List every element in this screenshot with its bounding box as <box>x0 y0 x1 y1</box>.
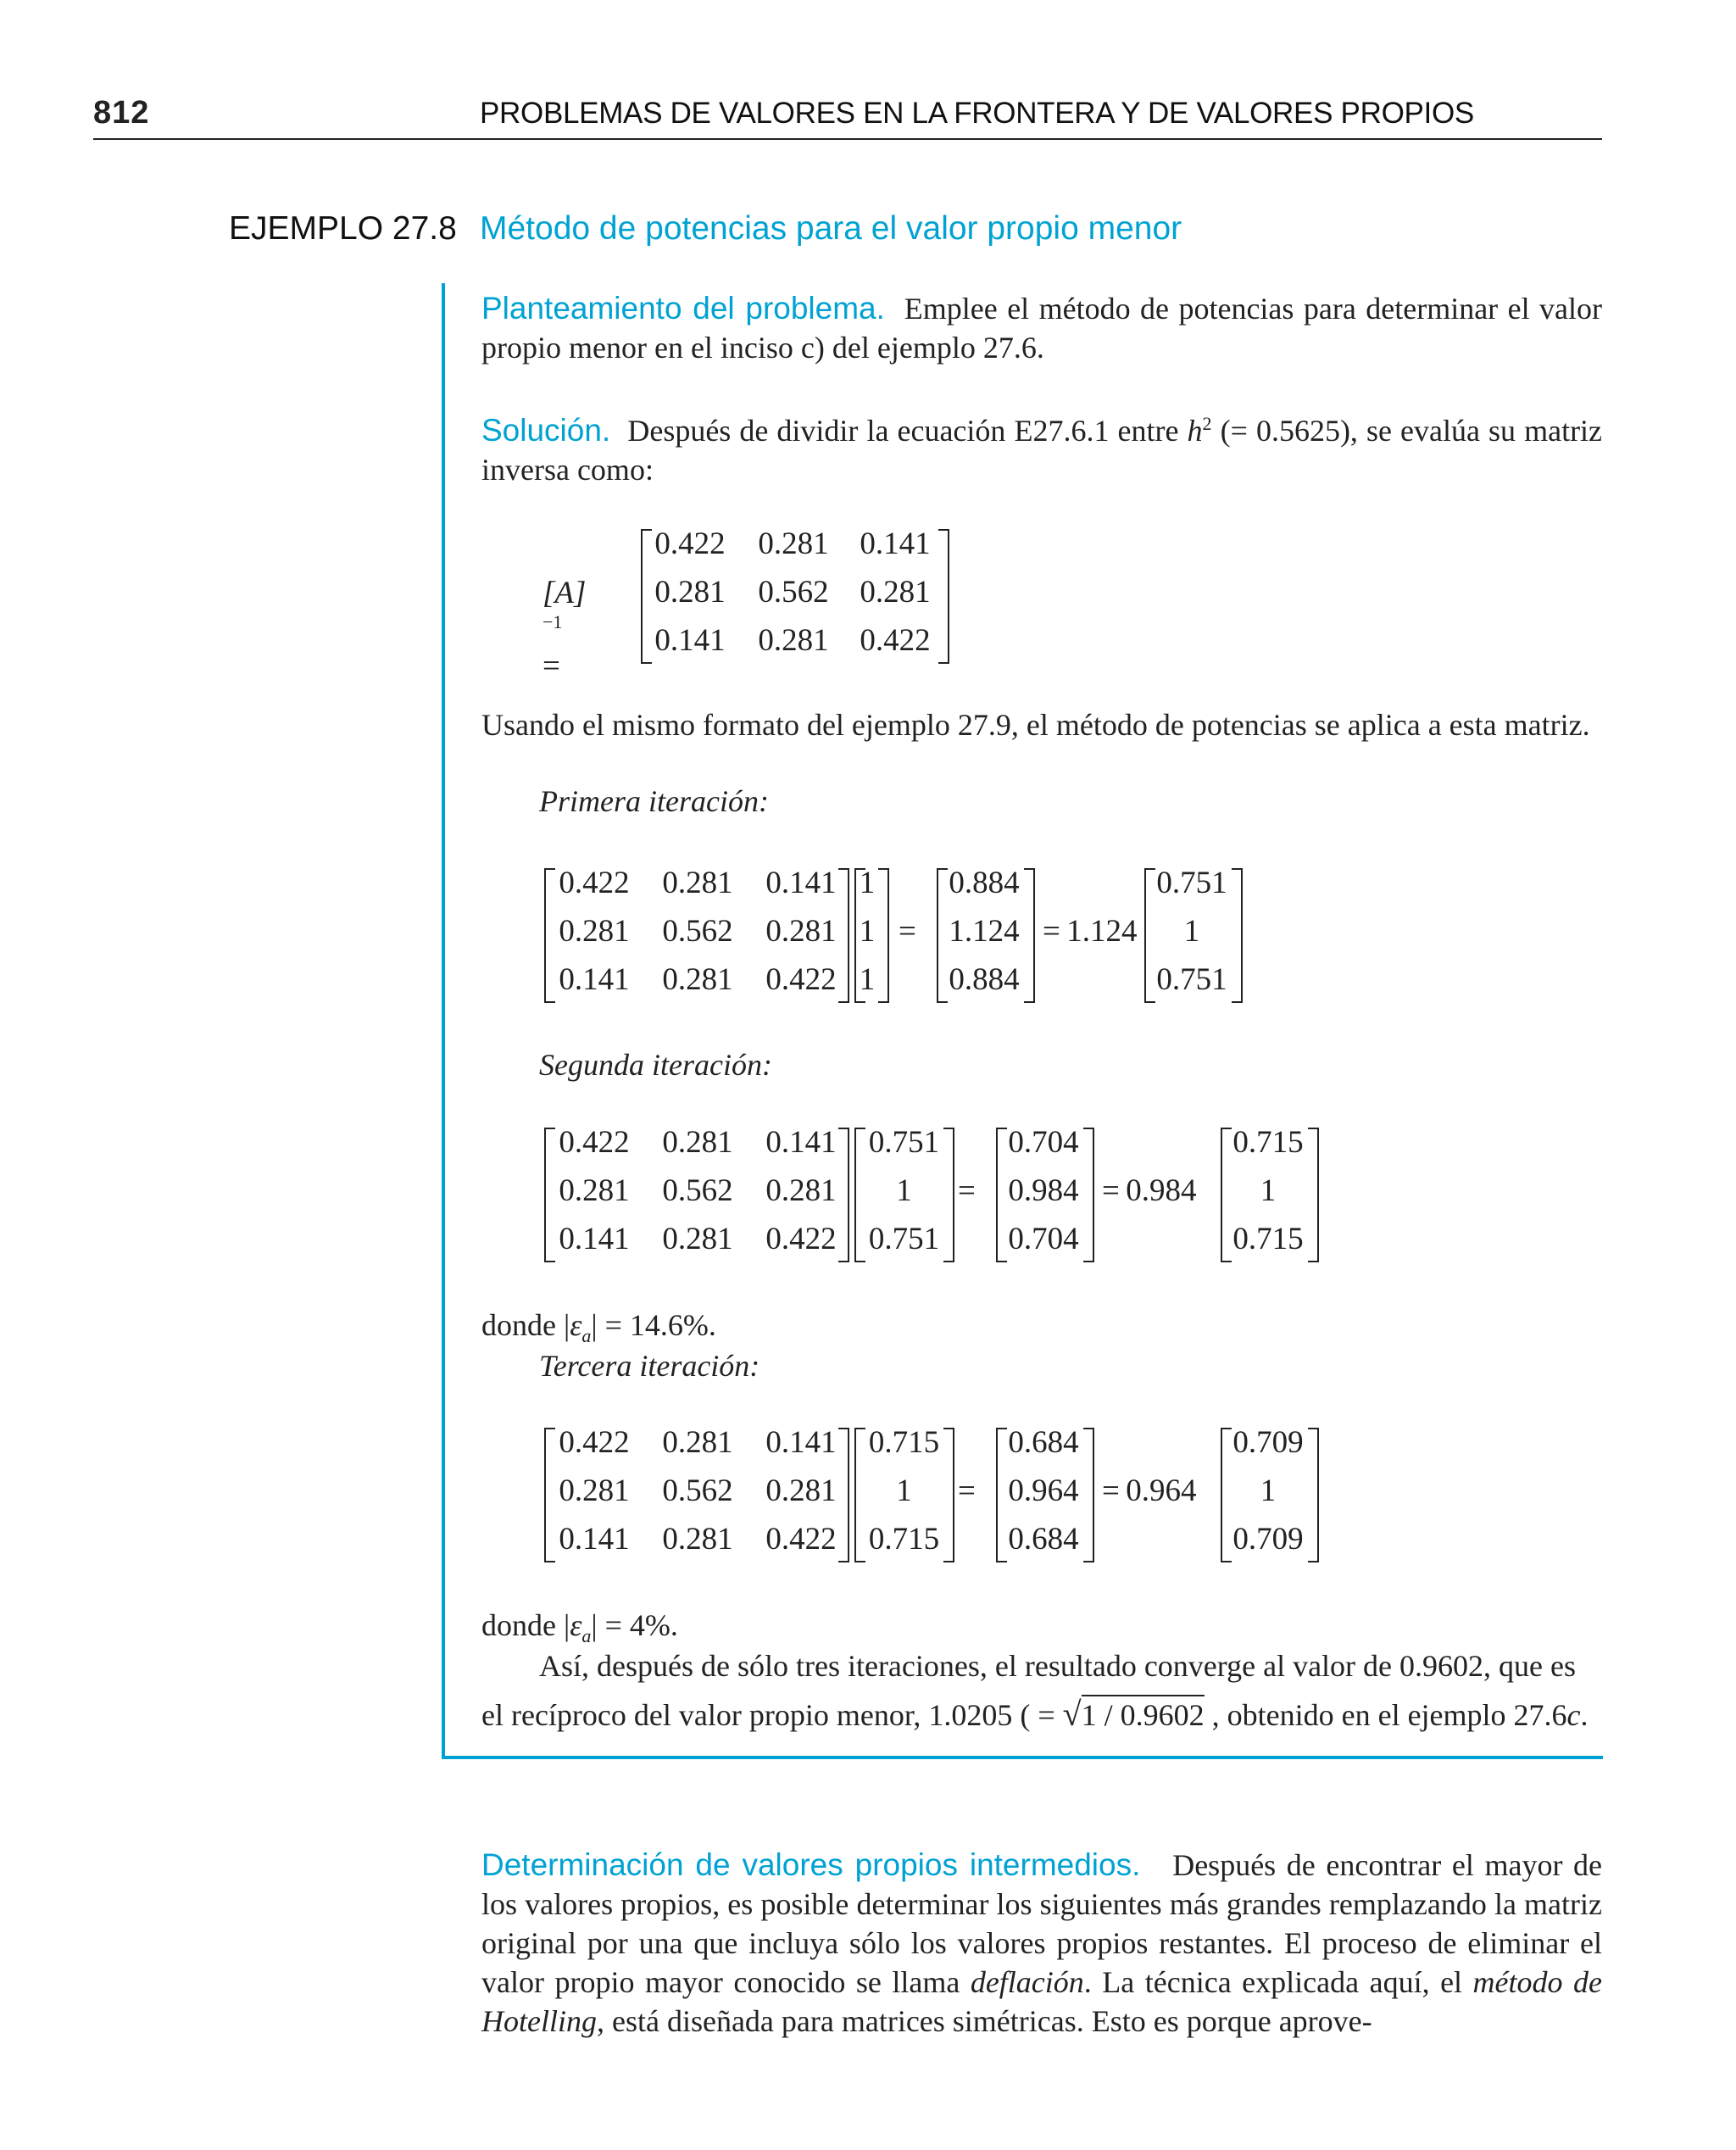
term-deflacion: deflación <box>970 1965 1084 1999</box>
product-cell: 0.684 <box>1008 1522 1079 1557</box>
matrix-cell: 0.422 <box>559 1125 630 1160</box>
inverse-matrix-cell: 0.562 <box>758 575 829 610</box>
matrix-cell: 0.562 <box>662 1173 733 1208</box>
iteration-2-label: Segunda iteración: <box>539 1048 772 1082</box>
vector-in-cell: 1 <box>896 1473 912 1508</box>
matrix-cell: 0.141 <box>559 1522 630 1557</box>
normalized-cell: 1 <box>1260 1473 1277 1508</box>
problem-statement <box>481 289 1602 367</box>
example-title: Método de potencias para el valor propio menor <box>480 210 1182 247</box>
matrix-cell: 0.281 <box>662 1522 733 1557</box>
example-box-bar <box>442 283 445 1759</box>
product-cell: 0.964 <box>1008 1473 1079 1508</box>
solution-text-b: (= 0.5625), se evalúa su matriz inversa como: <box>481 414 1603 487</box>
matrix-cell: 0.562 <box>662 1473 733 1508</box>
solution-text-a: Después de dividir la ecuación E27.6.1 entre <box>627 414 1179 448</box>
inverse-matrix-cell: 0.141 <box>654 623 726 658</box>
normalized-cell: 0.709 <box>1232 1522 1304 1557</box>
example-label: EJEMPLO 27.8 <box>229 210 457 247</box>
conclusion-sqrt: 1 / 0.9602 <box>1082 1695 1205 1732</box>
solution-paragraph <box>481 404 1602 489</box>
matrix-cell: 0.422 <box>559 1425 630 1460</box>
inverse-matrix-cell: 0.281 <box>654 575 726 610</box>
header-rule <box>93 138 1602 140</box>
matrix-cell: 0.422 <box>765 1222 837 1256</box>
conclusion-line-2: el recíproco del valor propio menor, 1.0205 ( = √1 / 0.9602 , obtenido en el ejemplo 27.6c. <box>481 1695 1589 1733</box>
scale-factor: = 0.964 <box>1102 1473 1197 1508</box>
iteration-1-label: Primera iteración: <box>539 784 769 818</box>
vector-in-cell: 1 <box>896 1173 912 1208</box>
example-box-rule <box>442 1756 1603 1759</box>
vector-in-cell: 1 <box>859 914 876 949</box>
matrix-cell: 0.562 <box>662 914 733 949</box>
scale-factor: = 0.984 <box>1102 1173 1197 1208</box>
matrix-cell: 0.141 <box>559 962 630 997</box>
section-intermediate-eigenvalues: Determinación de valores propios intermedios. Después de encontrar el mayor de los valores propios, es posible determinar los siguientes más grandes remplazando la matriz original por una que incluya sólo los valores propios restantes. El proceso de eliminar el valor propio mayor conocido se llama deflación. La técnica explicada aquí, el método de Hotelling, está diseñada para matrices simétricas. Esto es porque aprove- <box>481 1847 1603 2038</box>
matrix-cell: 0.281 <box>662 1425 733 1460</box>
matrix-cell: 0.141 <box>765 1125 837 1160</box>
matrix-cell: 0.281 <box>559 1473 630 1508</box>
statement-runin: Planteamiento del problema. <box>481 291 885 326</box>
matrix-cell: 0.141 <box>765 866 837 900</box>
iteration-3-error: donde $|\varepsilon_a| = 4\%$. <box>481 1608 678 1647</box>
normalized-cell: 0.715 <box>1232 1125 1304 1160</box>
vector-in-cell: 0.751 <box>868 1222 940 1256</box>
equals-sign: = <box>899 914 916 949</box>
matrix-cell: 0.281 <box>765 1173 837 1208</box>
scale-factor: = 1.124 <box>1043 914 1138 949</box>
product-cell: 1.124 <box>949 914 1020 949</box>
product-cell: 0.684 <box>1008 1425 1079 1460</box>
conclusion-line-1: Así, después de sólo tres iteraciones, el resultado converge al valor de 0.9602, que es <box>539 1649 1576 1683</box>
inverse-matrix-cell: 0.422 <box>654 526 726 561</box>
iteration-3-label: Tercera iteración: <box>539 1349 760 1383</box>
inverse-matrix-cell: 0.281 <box>758 623 829 658</box>
matrix-cell: 0.281 <box>662 1222 733 1256</box>
matrix-cell: 0.141 <box>765 1425 837 1460</box>
statement-text: Emplee el método de potencias para determinar el valor propio menor en el inciso c) del ejemplo 27.6. <box>481 292 1603 365</box>
vector-in-cell: 0.715 <box>868 1425 940 1460</box>
normalized-cell: 0.715 <box>1232 1222 1304 1256</box>
matrix-cell: 0.422 <box>765 962 837 997</box>
matrix-cell: 0.281 <box>662 1125 733 1160</box>
normalized-cell: 1 <box>1183 914 1200 949</box>
product-cell: 0.704 <box>1008 1222 1079 1256</box>
inverse-matrix-cell: 0.141 <box>860 526 931 561</box>
matrix-cell: 0.281 <box>662 962 733 997</box>
matrix-cell: 0.281 <box>765 914 837 949</box>
matrix-cell: 0.422 <box>559 866 630 900</box>
solution-h: h <box>1187 414 1203 448</box>
solution-runin: Solución. <box>481 413 611 448</box>
matrix-cell: 0.281 <box>559 914 630 949</box>
inverse-matrix-cell: 0.281 <box>860 575 931 610</box>
matrix-cell: 0.281 <box>662 866 733 900</box>
term-hotelling: método de Hotelling <box>481 1965 1603 2038</box>
matrix-cell: 0.281 <box>559 1173 630 1208</box>
matrix-cell: 0.141 <box>559 1222 630 1256</box>
normalized-cell: 0.751 <box>1156 962 1227 997</box>
iteration-2-error: donde $|\varepsilon_a| = 14.6\%$. <box>481 1308 716 1347</box>
normalized-cell: 0.751 <box>1156 866 1227 900</box>
vector-in-cell: 0.751 <box>868 1125 940 1160</box>
normalized-cell: 1 <box>1260 1173 1277 1208</box>
page-number: 812 <box>93 95 150 131</box>
product-cell: 0.884 <box>949 962 1020 997</box>
matrix-cell: 0.281 <box>765 1473 837 1508</box>
inverse-matrix-cell: 0.281 <box>758 526 829 561</box>
usage-paragraph: Usando el mismo formato del ejemplo 27.9, el método de potencias se aplica a esta matriz. <box>481 708 1590 742</box>
normalized-cell: 0.709 <box>1232 1425 1304 1460</box>
product-cell: 0.884 <box>949 866 1020 900</box>
product-cell: 0.984 <box>1008 1173 1079 1208</box>
equals-sign: = <box>958 1473 976 1508</box>
product-cell: 0.704 <box>1008 1125 1079 1160</box>
running-head: PROBLEMAS DE VALORES EN LA FRONTERA Y DE VALORES PROPIOS <box>480 97 1474 130</box>
inverse-matrix-cell: 0.422 <box>860 623 931 658</box>
matrix-cell: 0.422 <box>765 1522 837 1557</box>
inverse-lhs: $[A]^{-1}$ = <box>542 576 587 684</box>
vector-in-cell: 1 <box>859 962 876 997</box>
equals-sign: = <box>958 1173 976 1208</box>
vector-in-cell: 1 <box>859 866 876 900</box>
vector-in-cell: 0.715 <box>868 1522 940 1557</box>
solution-h-exp: 2 <box>1202 413 1212 434</box>
section-runin: Determinación de valores propios intermedios. <box>481 1847 1141 1882</box>
